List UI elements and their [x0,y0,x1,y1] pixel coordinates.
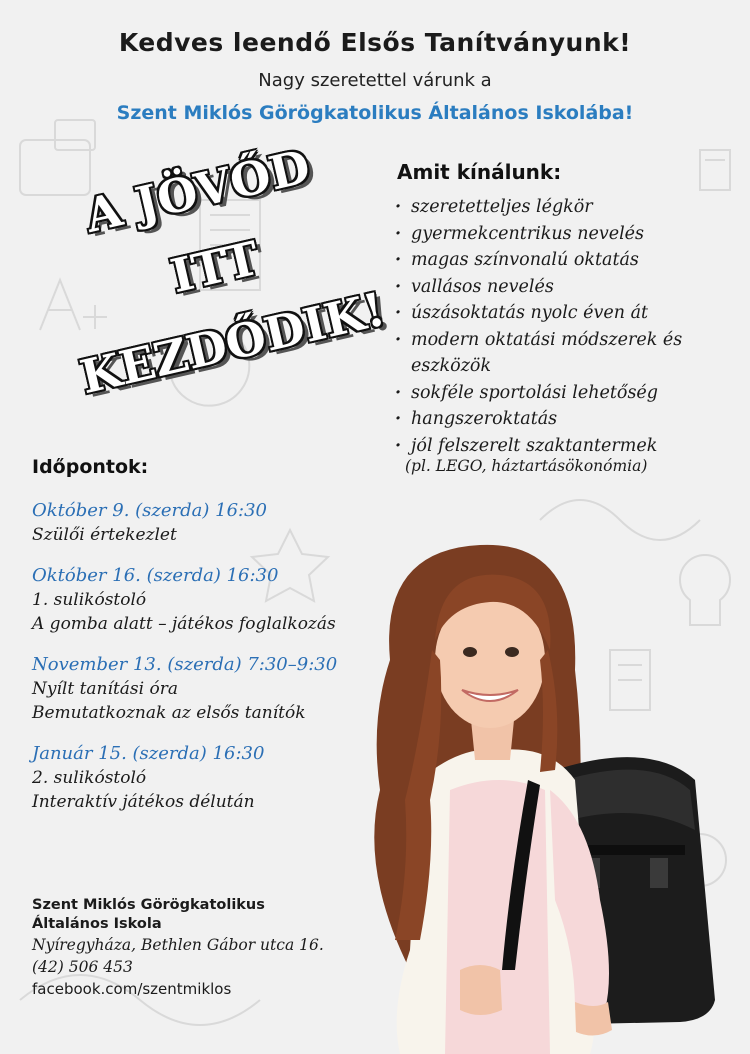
list-item: · jól felszerelt szaktantermek [395,433,745,460]
girl-with-backpack-photo [350,540,750,1054]
list-item: · modern oktatási módszerek és eszközök [395,327,745,380]
event-date: November 13. (szerda) 7:30–9:30 [32,654,338,675]
school-name-headline: Szent Miklós Görögkatolikus Általános Iskolába! [116,102,634,124]
slogan-line-2: ITT [165,230,265,304]
event-date: Január 15. (szerda) 16:30 [32,743,265,764]
list-item: · hangszeroktatás [395,406,745,433]
event-item [32,498,362,547]
event-title: Nyílt tanítási óra [32,679,178,699]
event-item [32,652,362,725]
events-list [32,498,362,830]
event-title: 1. sulikóstoló [32,590,147,610]
offers-note: (pl. LEGO, háztartásökonómia) [405,457,648,475]
event-date: Október 9. (szerda) 16:30 [32,500,268,521]
event-item [32,741,362,814]
event-title: Szülői értekezlet [32,525,177,545]
page-title: Kedves leendő Elsős Tanítványunk! [118,28,632,57]
list-item: · magas színvonalú oktatás [395,247,745,274]
swirl-doodle-icon [540,500,700,540]
event-date: Október 16. (szerda) 16:30 [32,565,279,586]
contact-school-name-line-1: Szent Miklós Görögkatolikus [32,897,265,913]
contact-school-name-line-2: Általános Iskola [32,916,162,932]
offers-list [395,194,745,459]
slogan-line-3: KEZDŐDIK! [75,281,390,405]
list-item: · sokféle sportolási lehetőség [395,380,745,407]
list-item: · gyermekcentrikus nevelés [395,221,745,248]
slogan-line-1: A JÖVŐD [80,139,315,243]
event-description: Bemutatkoznak az elsős tanítók [32,703,306,723]
contact-block [32,896,362,1000]
list-item: · úszásoktatás nyolc éven át [395,300,745,327]
list-item: · szeretetteljes légkör [395,194,745,221]
event-item [32,563,362,636]
contact-facebook-link[interactable]: facebook.com/szentmiklos [32,980,232,998]
event-description: A gomba alatt – játékos foglalkozás [32,614,336,634]
event-description: Interaktív játékos délután [32,792,255,812]
list-item: · vallásos nevelés [395,274,745,301]
offers-heading: Amit kínálunk: [397,160,562,184]
welcome-subtitle: Nagy szeretettel várunk a [258,70,492,91]
event-title: 2. sulikóstoló [32,768,147,788]
dates-heading: Időpontok: [32,456,149,478]
contact-phone: (42) 506 453 [32,958,133,976]
contact-address: Nyíregyháza, Bethlen Gábor utca 16. [32,936,324,954]
